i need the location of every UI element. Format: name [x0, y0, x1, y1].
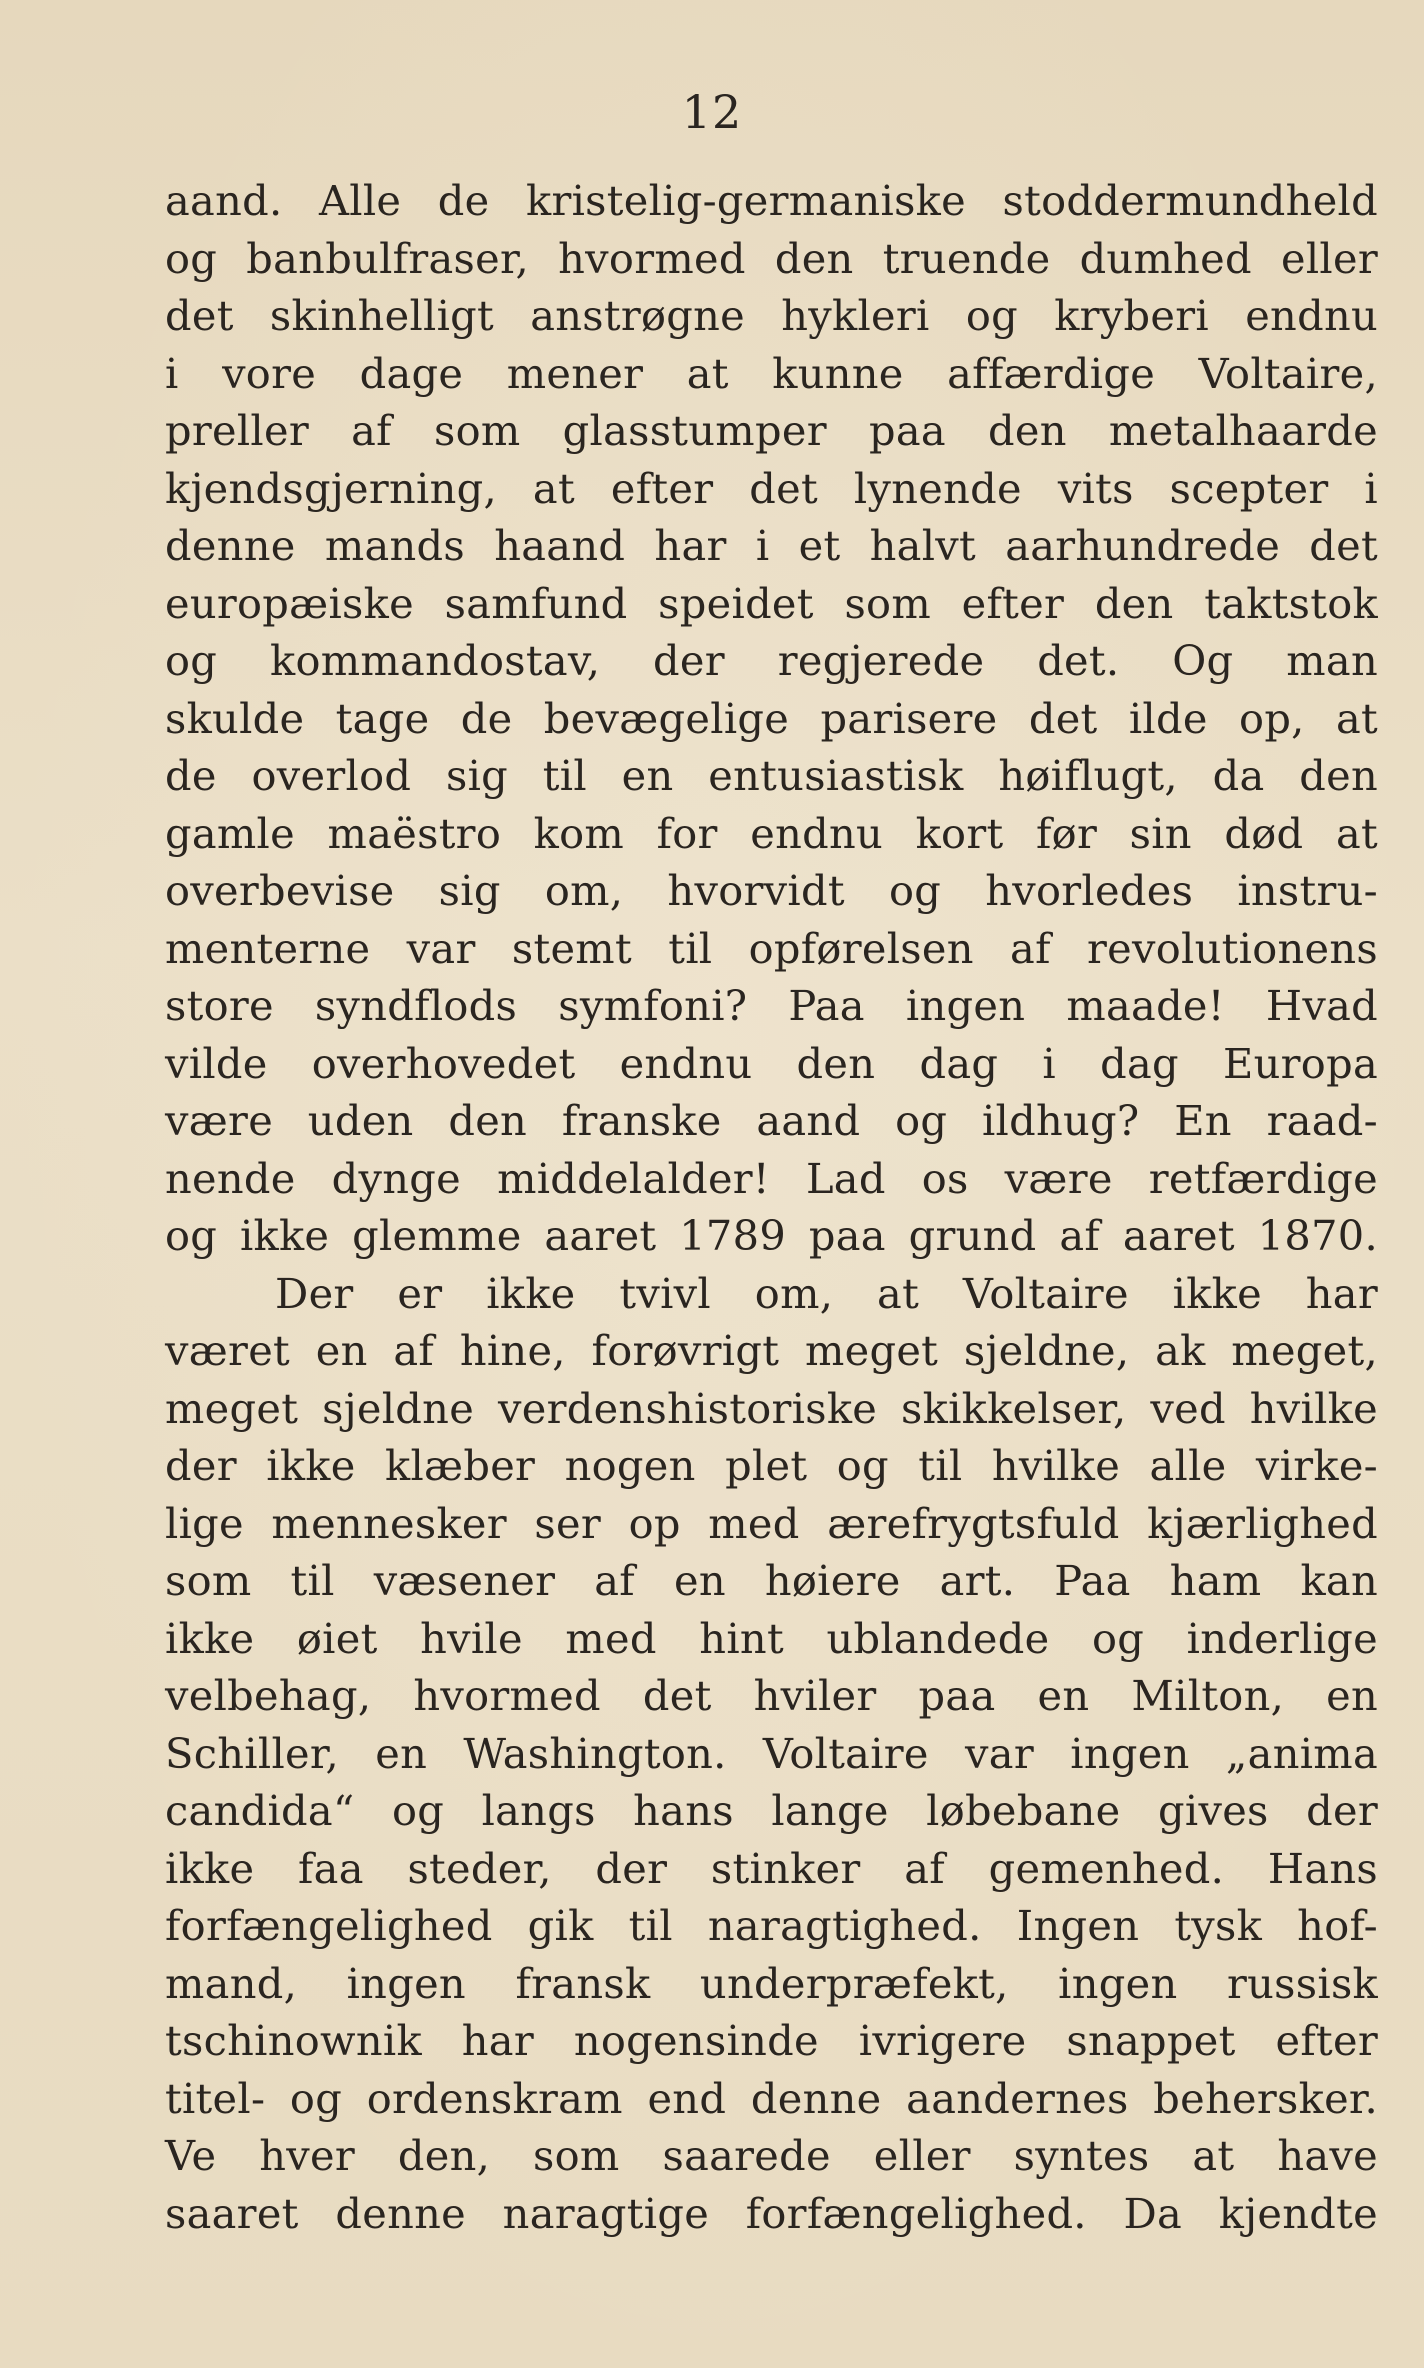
- text-line: vilde overhovedet endnu den dag i dag Europa: [165, 1038, 1378, 1088]
- text-line: og banbulfraser, hvormed den truende dumhed eller: [165, 233, 1378, 283]
- text-line: Schiller, en Washington. Voltaire var ingen „anima: [165, 1728, 1378, 1778]
- text-line: menterne var stemt til opførelsen af revolutionens: [165, 923, 1378, 973]
- text-line: skulde tage de bevægelige parisere det ilde op, at: [165, 693, 1378, 743]
- text-line: gamle maëstro kom for endnu kort før sin død at: [165, 808, 1378, 858]
- text-line: og ikke glemme aaret 1789 paa grund af aaret 1870.: [165, 1211, 1378, 1260]
- text-line: været en af hine, forøvrigt meget sjeldne, ak meget,: [165, 1326, 1378, 1375]
- text-line: store syndflods symfoni? Paa ingen maade! Hvad: [165, 981, 1378, 1030]
- body-text: [165, 172, 1378, 2242]
- text-line: forfængelighed gik til naragtighed. Ingen tysk hof-: [165, 1901, 1378, 1950]
- text-line: titel- og ordenskram end denne aandernes behersker.: [165, 2073, 1378, 2123]
- text-line: saaret denne naragtige forfængelighed. Da kjendte: [165, 2188, 1378, 2238]
- text-line: mand, ingen fransk underpræfekt, ingen russisk: [165, 1958, 1378, 2008]
- text-line: europæiske samfund speidet som efter den taktstok: [165, 578, 1378, 628]
- page-number: 12: [681, 85, 743, 139]
- text-line: denne mands haand har i et halvt aarhundrede det: [165, 521, 1378, 570]
- text-line: ikke faa steder, der stinker af gemenhed. Hans: [165, 1843, 1378, 1893]
- text-line: preller af som glasstumper paa den metalhaarde: [165, 406, 1378, 455]
- text-line: kjendsgjerning, at efter det lynende vits scepter i: [165, 463, 1378, 513]
- text-line: det skinhelligt anstrøgne hykleri og kryberi endnu: [165, 291, 1378, 340]
- text-line: være uden den franske aand og ildhug? En raad-: [165, 1096, 1378, 1145]
- text-line: Ve hver den, som saarede eller syntes at have: [165, 2131, 1378, 2180]
- text-line: nende dynge middelalder! Lad os være retfærdige: [165, 1153, 1378, 1203]
- text-line: og kommandostav, der regjerede det. Og man: [165, 636, 1378, 685]
- text-line: de overlod sig til en entusiastisk høiflugt, da den: [165, 751, 1378, 800]
- text-line: velbehag, hvormed det hviler paa en Milton, en: [165, 1671, 1378, 1720]
- text-line: lige mennesker ser op med ærefrygtsfuld kjærlighed: [165, 1498, 1378, 1548]
- text-line: i vore dage mener at kunne affærdige Voltaire,: [165, 348, 1378, 398]
- text-line: meget sjeldne verdenshistoriske skikkelser, ved hvilke: [165, 1383, 1378, 1433]
- text-line: tschinownik har nogensinde ivrigere snappet efter: [165, 2016, 1378, 2065]
- text-line: candida“ og langs hans lange løbebane gives der: [165, 1786, 1378, 1835]
- text-line: overbevise sig om, hvorvidt og hvorledes instru-: [165, 866, 1378, 915]
- text-line: der ikke klæber nogen plet og til hvilke alle virke-: [165, 1441, 1378, 1490]
- text-line: ikke øiet hvile med hint ublandede og inderlige: [165, 1613, 1378, 1663]
- text-line: aand. Alle de kristelig-germaniske stoddermundheld: [165, 176, 1378, 225]
- text-line: som til væsener af en høiere art. Paa ham kan: [165, 1556, 1378, 1605]
- text-line-indented: Der er ikke tvivl om, at Voltaire ikke har: [275, 1268, 1378, 1318]
